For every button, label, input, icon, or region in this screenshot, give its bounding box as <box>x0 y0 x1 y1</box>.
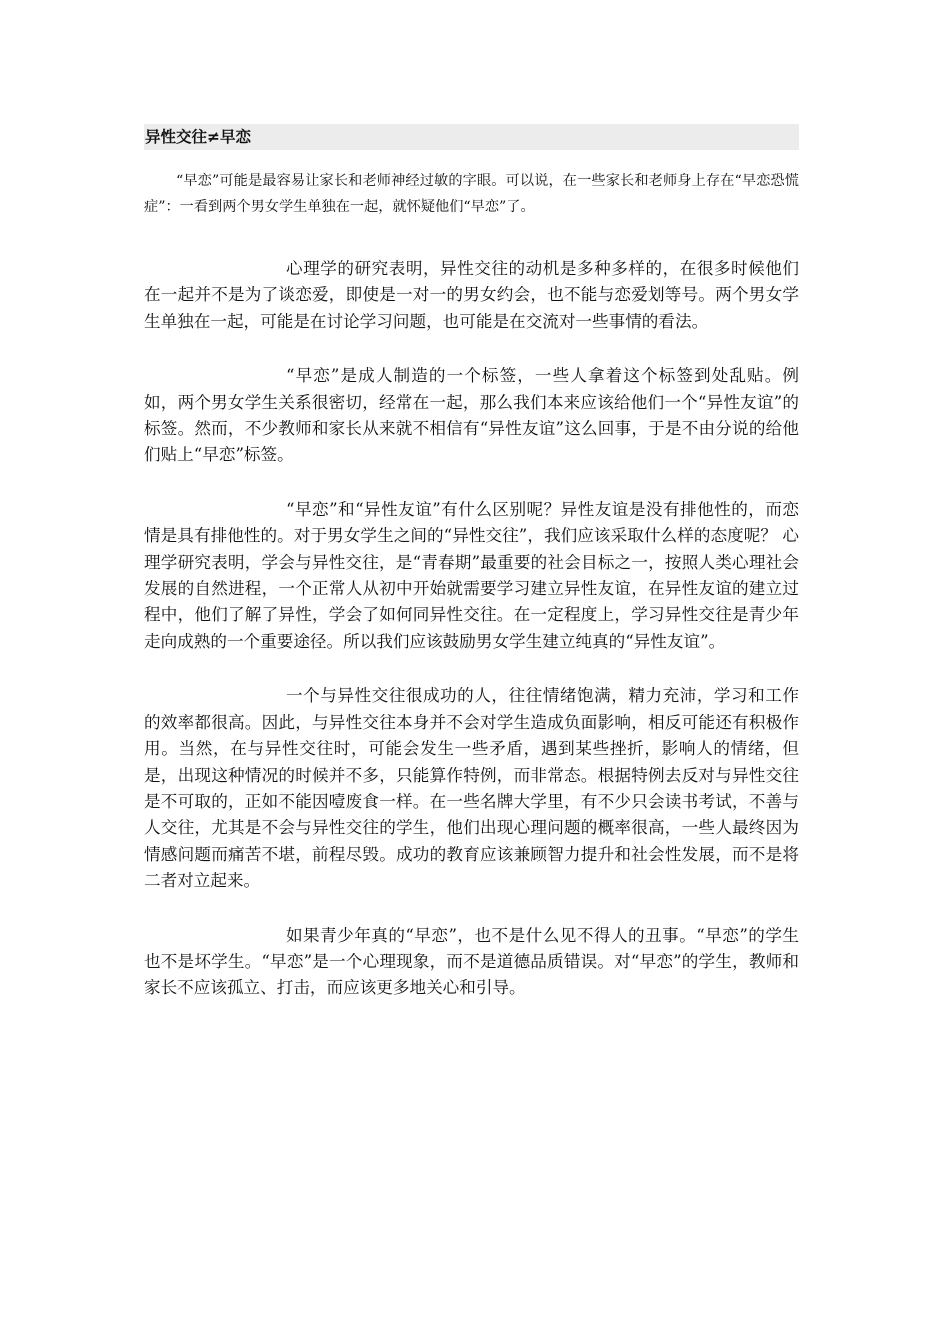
body-paragraph-1: 心理学的研究表明，异性交往的动机是多种多样的，在很多时候他们在一起并不是为了谈恋爱，即使是一对一的男女约会，也不能与恋爱划等号。两个男女学生单独在一起，可能是在讨论学习问题，也可能是在交流对一些事情的看法。 <box>144 259 799 331</box>
body-paragraph-5: 如果青少年真的“早恋”，也不是什么见不得人的丑事。“早恋”的学生也不是坏学生。“早恋”是一个心理现象，而不是道德品质错误。对“早恋”的学生，教师和家长不应该孤立、打击，而应该更多地关心和引导。 <box>144 925 799 998</box>
intro-paragraph: “早恋”可能是最容易让家长和老师神经过敏的字眼。可以说，在一些家长和老师身上存在“早恋恐慌症”：一看到两个男女学生单独在一起，就怀疑他们“早恋”了。 <box>144 173 799 215</box>
body-paragraph-4: 一个与异性交往很成功的人，往往情绪饱满，精力充沛，学习和工作的效率都很高。因此，与异性交往本身并不会对学生造成负面影响，相反可能还有积极作用。当然，在与异性交往时，可能会发生一些矛盾，遇到某些挫折，影响人的情绪，但是，出现这种情况的时候并不多，只能算作特例，而非常态。根据特例去反对与异性交往是不可取的，正如不能因噎废食一样。在一些名牌大学里，有不少只会读书考试，不善与人交往，尤其是不会与异性交往的学生，他们出现心理问题的概率很高，一些人最终因为情感问题而痛苦不堪，前程尽毁。成功的教育应该兼顾智力提升和社会性发展，而不是将二者对立起来。 <box>144 686 799 891</box>
body-paragraph-2: “早恋”是成人制造的一个标签，一些人拿着这个标签到处乱贴。例如，两个男女学生关系很密切，经常在一起，那么我们本来应该给他们一个“异性友谊”的标签。然而，不少教师和家长从来就不相信有“异性友谊”这么回事，于是不由分说的给他们贴上“早恋”标签。 <box>144 366 799 465</box>
document-page <box>144 124 799 1030</box>
body-paragraph-3: “早恋”和“异性友谊”有什么区别呢？异性友谊是没有排他性的，而恋情是具有排他性的。对于男女学生之间的“异性交往”，我们应该采取什么样的态度呢？ 心理学研究表明，学会与异性交往，是“青春期”最重要的社会目标之一，按照人类心理社会发展的自然进程，一个正常人从初中开始就需要学习建立异性友谊，在异性友谊的建立过程中，他们了解了异性，学会了如何同异性交往。在一定程度上，学习异性交往是青少年走向成熟的一个重要途径。所以我们应该鼓励男女学生建立纯真的“异性友谊”。 <box>144 499 799 651</box>
document-title: 异性交往≠早恋 <box>144 124 799 150</box>
